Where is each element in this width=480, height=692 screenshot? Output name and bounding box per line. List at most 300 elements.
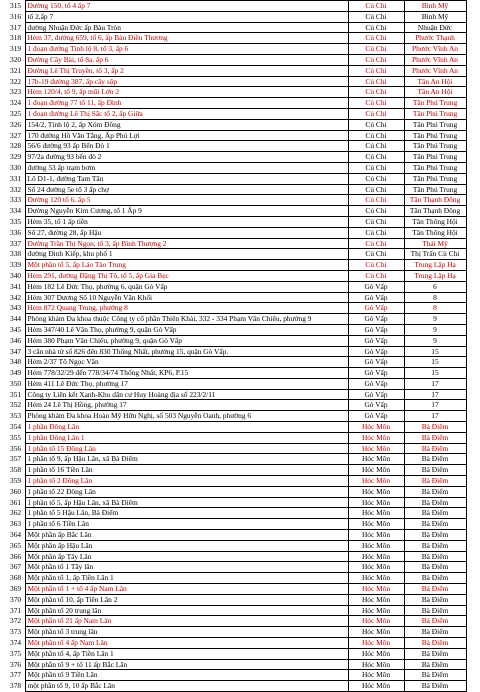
- row-number: 352: [9, 400, 25, 411]
- ward-cell: 9: [404, 324, 466, 335]
- district-cell: Gò Vấp: [348, 378, 404, 389]
- address-cell: Hẻm 411 Lê Đức Thọ, phường 17: [25, 378, 348, 389]
- address-cell: một phần tổ 9, 10 ấp Bắc Lân: [25, 681, 348, 692]
- district-cell: Hóc Môn: [348, 519, 404, 530]
- table-row: [9, 389, 466, 400]
- row-number: 354: [9, 422, 25, 433]
- district-cell: Hóc Môn: [348, 594, 404, 605]
- table-row: [9, 486, 466, 497]
- address-cell: Đường Cây Bài, tổ 8a, ấp 6: [25, 54, 348, 65]
- table-row: [9, 508, 466, 519]
- ward-cell: Bà Điểm: [404, 465, 466, 476]
- address-cell: đường 53 ấp trạm bơm: [25, 162, 348, 173]
- ward-cell: 6: [404, 281, 466, 292]
- table-row: [9, 249, 466, 260]
- address-cell: Một phần tổ 20 trung lân: [25, 605, 348, 616]
- district-cell: Hóc Môn: [348, 508, 404, 519]
- table-row: [9, 314, 466, 325]
- row-number: 361: [9, 497, 25, 508]
- row-number: 333: [9, 195, 25, 206]
- table-row: [9, 216, 466, 227]
- address-cell: 1 đoạn đường Tỉnh lộ 8, tổ 3, ấp 6: [25, 44, 348, 55]
- row-number: 372: [9, 616, 25, 627]
- row-number: 345: [9, 324, 25, 335]
- ward-cell: Bà Điểm: [404, 476, 466, 487]
- ward-cell: Tân Thạnh Đông: [404, 195, 466, 206]
- table-row: [9, 605, 466, 616]
- address-cell: 1 phần tổ 22 Đông Lân: [25, 486, 348, 497]
- row-number: 329: [9, 152, 25, 163]
- ward-cell: Bà Điểm: [404, 659, 466, 670]
- row-number: 348: [9, 357, 25, 368]
- address-cell: 1 phần tổ 5, ấp Hậu Lân, xã Bà Điểm: [25, 497, 348, 508]
- table-row: [9, 584, 466, 595]
- district-cell: Hóc Môn: [348, 530, 404, 541]
- ward-cell: Bà Điểm: [404, 486, 466, 497]
- row-number: 319: [9, 44, 25, 55]
- row-number: 370: [9, 594, 25, 605]
- row-number: 320: [9, 54, 25, 65]
- row-number: 334: [9, 206, 25, 217]
- ward-cell: Tân Phú Trung: [404, 162, 466, 173]
- area-table: [9, 0, 467, 692]
- ward-cell: Phước Vĩnh An: [404, 65, 466, 76]
- district-cell: Củ Chi: [348, 130, 404, 141]
- address-cell: 56/6 đường 93 ấp Bến Đò 1: [25, 141, 348, 152]
- address-cell: 170 đường Hồ Văn Tắng, Ấp Phú Lợi: [25, 130, 348, 141]
- address-cell: tổ 2,ấp 7: [25, 11, 348, 22]
- address-cell: Hẻm 24 Lê Thị Hồng, phường 17: [25, 400, 348, 411]
- district-cell: Hóc Môn: [348, 422, 404, 433]
- district-cell: Củ Chi: [348, 76, 404, 87]
- table-row: [9, 130, 466, 141]
- row-number: 375: [9, 648, 25, 659]
- address-cell: Một phần tổ 9 + tổ 11 ấp Bắc Lân: [25, 659, 348, 670]
- table-row: [9, 141, 466, 152]
- address-cell: Một phần ấp Bắc Lân: [25, 530, 348, 541]
- row-number: 377: [9, 670, 25, 681]
- district-cell: Củ Chi: [348, 195, 404, 206]
- row-number: 356: [9, 443, 25, 454]
- table-row: [9, 497, 466, 508]
- address-cell: Hẻm 380 Phạm Văn Chiêu, phường 9, quận Gò Vấp: [25, 335, 348, 346]
- table-row: [9, 11, 466, 22]
- ward-cell: Tân Phú Trung: [404, 152, 466, 163]
- district-cell: Củ Chi: [348, 108, 404, 119]
- district-cell: Gò Vấp: [348, 281, 404, 292]
- row-number: 315: [9, 1, 25, 12]
- ward-cell: Bà Điểm: [404, 497, 466, 508]
- row-number: 343: [9, 303, 25, 314]
- district-cell: Hóc Môn: [348, 648, 404, 659]
- row-number: 366: [9, 551, 25, 562]
- table-row: [9, 540, 466, 551]
- district-cell: Củ Chi: [348, 1, 404, 12]
- row-number: 346: [9, 335, 25, 346]
- district-cell: Gò Vấp: [348, 411, 404, 422]
- row-number: 323: [9, 87, 25, 98]
- district-cell: Củ Chi: [348, 260, 404, 271]
- district-cell: Hóc Môn: [348, 670, 404, 681]
- ward-cell: Tân An Hội: [404, 87, 466, 98]
- ward-cell: Bà Điểm: [404, 616, 466, 627]
- row-number: 325: [9, 108, 25, 119]
- address-cell: 1 phần tổ 2 Đông Lân: [25, 476, 348, 487]
- table-row: [9, 648, 466, 659]
- address-cell: Số 27, đường 28, ấp Hậu: [25, 227, 348, 238]
- row-number: 331: [9, 173, 25, 184]
- address-cell: 1 đoạn đường 77 tổ 11, ấp Đình: [25, 98, 348, 109]
- table-row: [9, 573, 466, 584]
- table-row: [9, 357, 466, 368]
- table-row: [9, 65, 466, 76]
- row-number: 340: [9, 270, 25, 281]
- ward-cell: Bà Điểm: [404, 519, 466, 530]
- address-cell: Đường Nguyễn Kim Cương, tổ 1 Ấp 9: [25, 206, 348, 217]
- row-number: 322: [9, 76, 25, 87]
- row-number: 342: [9, 292, 25, 303]
- ward-cell: Tân Phú Trung: [404, 173, 466, 184]
- district-cell: Hóc Môn: [348, 476, 404, 487]
- district-cell: Củ Chi: [348, 184, 404, 195]
- ward-cell: Bà Điểm: [404, 454, 466, 465]
- table-row: [9, 184, 466, 195]
- table-row: [9, 400, 466, 411]
- row-number: 362: [9, 508, 25, 519]
- district-cell: Củ Chi: [348, 173, 404, 184]
- address-cell: đường Nhuận Đức ấp Bàu Tròn: [25, 22, 348, 33]
- table-row: [9, 519, 466, 530]
- address-cell: Hẻm 37, đường 659, tổ 6, ấp Bàu Điều Thương: [25, 33, 348, 44]
- table-row: [9, 670, 466, 681]
- ward-cell: Tân An Hội: [404, 76, 466, 87]
- row-number: 326: [9, 119, 25, 130]
- ward-cell: Bà Điểm: [404, 530, 466, 541]
- address-cell: Hẻm 347/40 Lê Văn Thọ, phường 9, quận Gò Vấp: [25, 324, 348, 335]
- address-cell: 1 phần tổ 6 Tiền Lân: [25, 519, 348, 530]
- ward-cell: Bà Điểm: [404, 681, 466, 692]
- row-number: 350: [9, 378, 25, 389]
- address-cell: 1 đoạn đường Lê Thị Sắc tổ 2, ấp Giữa: [25, 108, 348, 119]
- address-cell: Hẻm 182 Lê Đức Thọ, phường 6, quận Gò Vấp: [25, 281, 348, 292]
- address-cell: 97/2a đường 93 bến đò 2: [25, 152, 348, 163]
- table-row: [9, 411, 466, 422]
- ward-cell: Bà Điểm: [404, 648, 466, 659]
- address-cell: Một phần tổ 1 + tổ 4 ấp Nam Lân: [25, 584, 348, 595]
- ward-cell: Bà Điểm: [404, 638, 466, 649]
- row-number: 337: [9, 238, 25, 249]
- table-row: [9, 87, 466, 98]
- row-number: 367: [9, 562, 25, 573]
- ward-cell: 17: [404, 378, 466, 389]
- address-cell: Một phần tổ 9 Tiền Lân: [25, 670, 348, 681]
- district-cell: Hóc Môn: [348, 659, 404, 670]
- address-cell: Hẻm 120/4, tổ 9, ấp mũi Lớn 2: [25, 87, 348, 98]
- district-cell: Hóc Môn: [348, 681, 404, 692]
- district-cell: Củ Chi: [348, 65, 404, 76]
- address-cell: Một phần ấp Tây Lân: [25, 551, 348, 562]
- ward-cell: Bà Điểm: [404, 508, 466, 519]
- row-number: 351: [9, 389, 25, 400]
- district-cell: Hóc Môn: [348, 573, 404, 584]
- row-number: 338: [9, 249, 25, 260]
- district-cell: Hóc Môn: [348, 432, 404, 443]
- ward-cell: Bà Điểm: [404, 573, 466, 584]
- ward-cell: Thái Mỹ: [404, 238, 466, 249]
- address-cell: Hẻm 291, đường Đặng Thị Tô, tổ 5, ấp Gia Bẹc: [25, 270, 348, 281]
- district-cell: Hóc Môn: [348, 605, 404, 616]
- row-number: 365: [9, 540, 25, 551]
- table-row: [9, 173, 466, 184]
- table-row: [9, 465, 466, 476]
- row-number: 364: [9, 530, 25, 541]
- address-cell: 17b-19 đường 387, ấp cây sộp: [25, 76, 348, 87]
- table-row: [9, 206, 466, 217]
- address-cell: Đường 120 tổ 6, ấp 5: [25, 195, 348, 206]
- address-cell: 1 phần Đông Lân: [25, 422, 348, 433]
- district-cell: Hóc Môn: [348, 486, 404, 497]
- ward-cell: Tân Phú Trung: [404, 141, 466, 152]
- ward-cell: Bà Điểm: [404, 605, 466, 616]
- district-cell: Củ Chi: [348, 44, 404, 55]
- ward-cell: Bà Điểm: [404, 422, 466, 433]
- table-row: [9, 22, 466, 33]
- address-cell: Đường Lê Thị Truyền, tổ 3, ấp 2: [25, 65, 348, 76]
- row-number: 332: [9, 184, 25, 195]
- district-cell: Gò Vấp: [348, 389, 404, 400]
- district-cell: Hóc Môn: [348, 465, 404, 476]
- district-cell: Củ Chi: [348, 22, 404, 33]
- district-cell: Hóc Môn: [348, 540, 404, 551]
- district-cell: Củ Chi: [348, 152, 404, 163]
- table-row: [9, 432, 466, 443]
- row-number: 378: [9, 681, 25, 692]
- table-row: [9, 346, 466, 357]
- row-number: 330: [9, 162, 25, 173]
- ward-cell: Tân Phú Trung: [404, 108, 466, 119]
- table-row: [9, 659, 466, 670]
- table-row: [9, 422, 466, 433]
- table-row: [9, 119, 466, 130]
- address-cell: Một phần ấp Hậu Lân: [25, 540, 348, 551]
- district-cell: Củ Chi: [348, 162, 404, 173]
- district-cell: Hóc Môn: [348, 616, 404, 627]
- ward-cell: Bà Điểm: [404, 551, 466, 562]
- ward-cell: Phước Vĩnh An: [404, 54, 466, 65]
- address-cell: Một phần tổ 5, ấp Láo Táo Trung: [25, 260, 348, 271]
- table-row: [9, 238, 466, 249]
- row-number: 376: [9, 659, 25, 670]
- row-number: 316: [9, 11, 25, 22]
- table-body: [9, 1, 466, 692]
- table-row: [9, 378, 466, 389]
- row-number: 324: [9, 98, 25, 109]
- table-row: [9, 162, 466, 173]
- address-cell: Hẻm 35, tổ 1 ấp tiền: [25, 216, 348, 227]
- row-number: 335: [9, 216, 25, 227]
- row-number: 368: [9, 573, 25, 584]
- district-cell: Gò Vấp: [348, 346, 404, 357]
- table-row: [9, 594, 466, 605]
- ward-cell: Bà Điểm: [404, 670, 466, 681]
- row-number: 318: [9, 33, 25, 44]
- district-cell: Hóc Môn: [348, 551, 404, 562]
- ward-cell: Bà Điểm: [404, 432, 466, 443]
- ward-cell: Trung Lập Hạ: [404, 260, 466, 271]
- address-cell: Hẻm 872 Quang Trung, phường 8: [25, 303, 348, 314]
- table-row: [9, 368, 466, 379]
- address-cell: đường Đinh Kiếp, khu phố 1: [25, 249, 348, 260]
- ward-cell: Phước Vĩnh An: [404, 44, 466, 55]
- district-cell: Củ Chi: [348, 270, 404, 281]
- row-number: 357: [9, 454, 25, 465]
- address-cell: 1 phần Đông Lân 1: [25, 432, 348, 443]
- district-cell: Gò Vấp: [348, 303, 404, 314]
- district-cell: Củ Chi: [348, 206, 404, 217]
- table-row: [9, 530, 466, 541]
- ward-cell: 17: [404, 389, 466, 400]
- district-cell: Hóc Môn: [348, 638, 404, 649]
- ward-cell: 9: [404, 314, 466, 325]
- address-cell: 1 phần tổ 15 Đông Lân: [25, 443, 348, 454]
- address-cell: Công ty Liên kết Xanh-Khu dân cư Huy Hoàng địa số 223/2/11: [25, 389, 348, 400]
- row-number: 317: [9, 22, 25, 33]
- district-cell: Hóc Môn: [348, 562, 404, 573]
- ward-cell: 15: [404, 346, 466, 357]
- address-cell: Hẻm 2/37 Tô Ngọc Vân: [25, 357, 348, 368]
- ward-cell: Nhuận Đức: [404, 22, 466, 33]
- ward-cell: 8: [404, 303, 466, 314]
- address-cell: Đường Trần Thị Ngọn, tổ 3, ấp Bình Thượng 2: [25, 238, 348, 249]
- table-row: [9, 292, 466, 303]
- address-cell: Một phần tổ 21 ấp Nam Lân: [25, 616, 348, 627]
- table-row: [9, 616, 466, 627]
- district-cell: Củ Chi: [348, 33, 404, 44]
- district-cell: Hóc Môn: [348, 443, 404, 454]
- ward-cell: Tân Thông Hội: [404, 227, 466, 238]
- row-number: 355: [9, 432, 25, 443]
- address-cell: Hẻm 778/32/29 đến 778/34/74 Thống Nhất, KP6, P.15: [25, 368, 348, 379]
- row-number: 339: [9, 260, 25, 271]
- row-number: 328: [9, 141, 25, 152]
- ward-cell: Bà Điểm: [404, 562, 466, 573]
- table-row: [9, 195, 466, 206]
- ward-cell: Bình Mỹ: [404, 11, 466, 22]
- table-row: [9, 98, 466, 109]
- table-row: [9, 33, 466, 44]
- district-cell: Gò Vấp: [348, 357, 404, 368]
- ward-cell: Tân Thạnh Đông: [404, 206, 466, 217]
- district-cell: Củ Chi: [348, 238, 404, 249]
- table-row: [9, 303, 466, 314]
- table-row: [9, 108, 466, 119]
- address-cell: Phòng khám Đa khoa Hoàn Mỹ Hữu Nghị, số 503 Nguyễn Oanh, phường 6: [25, 411, 348, 422]
- row-number: 360: [9, 486, 25, 497]
- table-row: [9, 260, 466, 271]
- table-row: [9, 476, 466, 487]
- ward-cell: Tân Thông Hội: [404, 216, 466, 227]
- table-row: [9, 227, 466, 238]
- address-cell: Một phần tổ 4, ấp Tiền Lân 1: [25, 648, 348, 659]
- row-number: 369: [9, 584, 25, 595]
- district-cell: Củ Chi: [348, 249, 404, 260]
- district-cell: Củ Chi: [348, 119, 404, 130]
- row-number: 347: [9, 346, 25, 357]
- table-row: [9, 270, 466, 281]
- district-cell: Củ Chi: [348, 216, 404, 227]
- table-row: [9, 454, 466, 465]
- table-row: [9, 1, 466, 12]
- district-cell: Gò Vấp: [348, 400, 404, 411]
- district-cell: Hóc Môn: [348, 627, 404, 638]
- district-cell: Củ Chi: [348, 141, 404, 152]
- address-cell: Hẻm 307 Dương Số 10 Nguyễn Văn Khối: [25, 292, 348, 303]
- address-cell: 1 phần tổ 16 Tiền Lân: [25, 465, 348, 476]
- row-number: 341: [9, 281, 25, 292]
- district-cell: Gò Vấp: [348, 335, 404, 346]
- ward-cell: Tân Phú Trung: [404, 119, 466, 130]
- row-number: 363: [9, 519, 25, 530]
- address-cell: 3 căn nhà từ số 826 đến 830 Thống Nhất, phường 15, quận Gò Vấp.: [25, 346, 348, 357]
- table-row: [9, 76, 466, 87]
- ward-cell: Thị Trấn Củ Chi: [404, 249, 466, 260]
- table-row: [9, 551, 466, 562]
- row-number: 349: [9, 368, 25, 379]
- ward-cell: Bình Mỹ: [404, 1, 466, 12]
- address-cell: Phòng khám Đa khoa thuộc Công ty cổ phần Thiên Khải, 332 - 334 Phạm Văn Chiêu, phường 9: [25, 314, 348, 325]
- district-cell: Hóc Môn: [348, 497, 404, 508]
- ward-cell: Tân Phú Trung: [404, 130, 466, 141]
- row-number: 374: [9, 638, 25, 649]
- district-cell: Gò Vấp: [348, 292, 404, 303]
- table-row: [9, 627, 466, 638]
- ward-cell: 8: [404, 292, 466, 303]
- district-cell: Gò Vấp: [348, 324, 404, 335]
- ward-cell: Bà Điểm: [404, 540, 466, 551]
- table-row: [9, 681, 466, 692]
- district-cell: Gò Vấp: [348, 314, 404, 325]
- table-row: [9, 281, 466, 292]
- address-cell: Một phần tổ 3 trung lân: [25, 627, 348, 638]
- ward-cell: Trung Lập Hạ: [404, 270, 466, 281]
- row-number: 371: [9, 605, 25, 616]
- ward-cell: Tân Phú Trung: [404, 184, 466, 195]
- district-cell: Hóc Môn: [348, 454, 404, 465]
- row-number: 353: [9, 411, 25, 422]
- address-cell: Số 24 đường 5e tổ 3 ấp chợ: [25, 184, 348, 195]
- ward-cell: 9: [404, 335, 466, 346]
- ward-cell: 17: [404, 411, 466, 422]
- ward-cell: Tân Phú Trung: [404, 98, 466, 109]
- district-cell: Củ Chi: [348, 11, 404, 22]
- row-number: 359: [9, 476, 25, 487]
- district-cell: Củ Chi: [348, 54, 404, 65]
- table-row: [9, 638, 466, 649]
- address-cell: Một phần tổ 1 Tây lân: [25, 562, 348, 573]
- ward-cell: 15: [404, 368, 466, 379]
- row-number: 336: [9, 227, 25, 238]
- district-cell: Củ Chi: [348, 87, 404, 98]
- row-number: 321: [9, 65, 25, 76]
- table-row: [9, 44, 466, 55]
- table-row: [9, 54, 466, 65]
- table-row: [9, 335, 466, 346]
- table-row: [9, 152, 466, 163]
- district-cell: Hóc Môn: [348, 584, 404, 595]
- district-cell: Củ Chi: [348, 227, 404, 238]
- ward-cell: 17: [404, 400, 466, 411]
- address-cell: Một phần tổ 4 ấp Nam Lân: [25, 638, 348, 649]
